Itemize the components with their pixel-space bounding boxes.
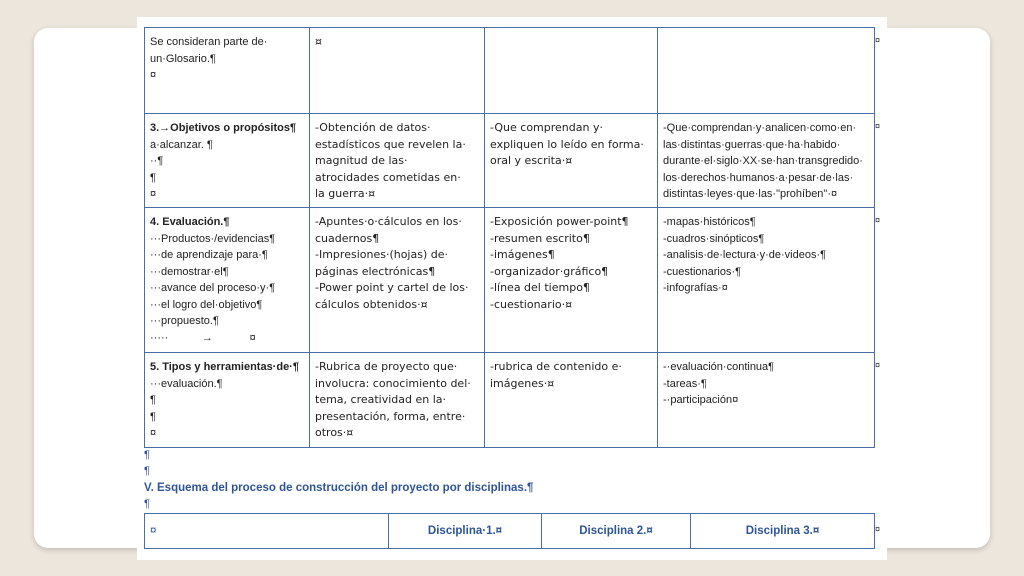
cell-line: las·distintas·guerras·que·ha·habido· bbox=[663, 138, 841, 151]
cell-line: otros·¤ bbox=[315, 426, 354, 439]
cell-line: 3.→Objetivos o propósitos¶ bbox=[150, 122, 297, 134]
row3-col1[interactable] bbox=[145, 353, 310, 448]
cell-line: -Obtención de datos· bbox=[315, 121, 431, 134]
cell-line: -Impresiones·(hojas) de· bbox=[315, 248, 448, 261]
cell-line: tema, creatividad en la· bbox=[315, 393, 447, 406]
cell-line: -Apuntes·o·cálculos en los· bbox=[315, 215, 462, 228]
row-end-mark: ¤ bbox=[875, 35, 881, 45]
cell-line: -infografías·¤ bbox=[663, 282, 728, 294]
cell-line: -·participación¤ bbox=[663, 394, 739, 406]
table-row bbox=[145, 353, 875, 448]
row1-col3[interactable] bbox=[485, 114, 658, 208]
cell-line: ···demostrar·el¶ bbox=[150, 265, 229, 278]
row-end-mark: ¤ bbox=[875, 121, 881, 131]
cell-line: ¤ bbox=[315, 35, 322, 48]
section-heading[interactable]: V. Esquema del proceso de construcción del proyecto por disciplinas.¶ bbox=[144, 482, 534, 494]
cell-line: ¶ bbox=[150, 171, 156, 184]
cell-line: ···propuesto.¶ bbox=[150, 315, 219, 327]
cell-line: 4. Evaluación.¶ bbox=[150, 216, 230, 228]
table-row bbox=[145, 514, 875, 549]
discipline-2-header[interactable]: Disciplina 2.¤ bbox=[542, 514, 691, 549]
cell-line: Se consideran parte de· bbox=[150, 36, 268, 48]
cell-line: ···Productos·/evidencias¶ bbox=[150, 232, 276, 245]
cell-line: -cuestionario·¤ bbox=[490, 297, 573, 311]
cell-line: expliquen lo leído en forma· bbox=[490, 137, 644, 151]
cell-line: durante·el·siglo·XX·se·han·transgredido· bbox=[663, 155, 863, 167]
disciplines-table bbox=[144, 513, 875, 549]
project-table bbox=[144, 27, 875, 448]
discipline-3-header[interactable]: Disciplina 3.¤ bbox=[691, 514, 875, 549]
cell-line: -cuadros·sinópticos¶ bbox=[663, 232, 765, 245]
cell-line: cálculos obtenidos·¤ bbox=[315, 297, 428, 311]
cell-line: estadísticos que revelen la· bbox=[315, 137, 466, 151]
row-end-mark: ¤ bbox=[875, 524, 881, 534]
cell-line: distintas·leyes·que·las·"prohíben"·¤ bbox=[663, 188, 838, 200]
row1-col1[interactable] bbox=[145, 114, 310, 208]
cell-line: involucra: conocimiento del· bbox=[315, 376, 471, 390]
cell-line: presentación, forma, entre· bbox=[315, 409, 466, 423]
cell-line: imágenes·¤ bbox=[490, 376, 555, 390]
cell-line: ···de aprendizaje para·¶ bbox=[150, 249, 268, 261]
row0-col1[interactable] bbox=[145, 28, 310, 114]
cell-line: -cuestionarios·¶ bbox=[663, 265, 742, 278]
cell-line: ···avance del proceso·y·¶ bbox=[150, 282, 276, 294]
cell-line: -organizador·gráfico¶ bbox=[490, 264, 609, 278]
row3-col4[interactable] bbox=[658, 353, 875, 448]
row2-col1[interactable] bbox=[145, 208, 310, 353]
cell-line: -tareas·¶ bbox=[663, 377, 707, 390]
cell-line: -Que comprendan y· bbox=[490, 121, 603, 134]
table-row bbox=[145, 114, 875, 208]
cell-line: los·derechos·humanos·a·pesar·de·las· bbox=[663, 171, 854, 184]
row0-col2[interactable] bbox=[310, 28, 485, 114]
row3-col2[interactable] bbox=[310, 353, 485, 448]
cell-line: oral y escrita·¤ bbox=[490, 154, 573, 167]
cell-line: ··¶ bbox=[150, 155, 164, 167]
table-row bbox=[145, 28, 875, 114]
row2-col2[interactable] bbox=[310, 208, 485, 353]
cell-line: -línea del tiempo¶ bbox=[490, 281, 590, 294]
cell-line: -rubrica de contenido e· bbox=[490, 360, 622, 373]
row0-col3[interactable] bbox=[485, 28, 658, 114]
row2-col3[interactable] bbox=[485, 208, 658, 353]
cell-line: ¤ bbox=[150, 427, 157, 439]
document-page bbox=[137, 17, 887, 560]
cell-line: -Power point y cartel de los· bbox=[315, 281, 469, 294]
row0-col4[interactable] bbox=[658, 28, 875, 114]
cell-line: -Que·comprendan·y·analicen·como·en· bbox=[663, 122, 857, 134]
cell-line: ¶ bbox=[150, 410, 156, 423]
cell-line: ¶ bbox=[150, 394, 156, 406]
cell-line: un·Glosario.¶ bbox=[150, 52, 216, 65]
cell-line: -·evaluación·continua¶ bbox=[663, 361, 775, 373]
cell-line: -mapas·históricos¶ bbox=[663, 216, 756, 228]
cell-line: ¤ bbox=[150, 188, 157, 200]
cell-line: -Rubrica de proyecto que· bbox=[315, 360, 458, 373]
table-row bbox=[145, 208, 875, 353]
cell-line: 5. Tipos y herramientas·de·¶ bbox=[150, 361, 299, 373]
cell-line: cuadernos¶ bbox=[315, 231, 380, 245]
row1-col2[interactable] bbox=[310, 114, 485, 208]
cell-line: -resumen escrito¶ bbox=[490, 231, 590, 245]
row3-col3[interactable] bbox=[485, 353, 658, 448]
cell-line: a·alcanzar. ¶ bbox=[150, 138, 213, 151]
cell-line: ···el logro del·objetivo¶ bbox=[150, 298, 263, 311]
cell-line: la guerra·¤ bbox=[315, 187, 376, 200]
cell-line: -Exposición power-point¶ bbox=[490, 215, 629, 228]
row2-col4[interactable] bbox=[658, 208, 875, 353]
cell-line: ····· → ¤ bbox=[150, 331, 256, 344]
cell-line: magnitud de las· bbox=[315, 154, 408, 167]
cell-line: ···evaluación.¶ bbox=[150, 377, 223, 390]
paragraph-mark: ¶ bbox=[144, 449, 150, 461]
cell-line: ¤ bbox=[150, 69, 157, 81]
paragraph-mark: ¶ bbox=[144, 465, 150, 477]
cell-line: -imágenes¶ bbox=[490, 248, 555, 261]
row-end-mark: ¤ bbox=[875, 360, 881, 370]
cell-line: páginas electrónicas¶ bbox=[315, 264, 436, 278]
row1-col4[interactable] bbox=[658, 114, 875, 208]
discipline-1-header[interactable]: Disciplina·1.¤ bbox=[389, 514, 542, 549]
cell-line: atrocidades cometidas en· bbox=[315, 170, 461, 184]
cell-line: -analisis·de·lectura·y·de·videos·¶ bbox=[663, 249, 827, 261]
disciplines-first-cell[interactable]: ¤ bbox=[145, 514, 389, 549]
paragraph-mark: ¶ bbox=[144, 498, 150, 510]
row-end-mark: ¤ bbox=[875, 215, 881, 225]
